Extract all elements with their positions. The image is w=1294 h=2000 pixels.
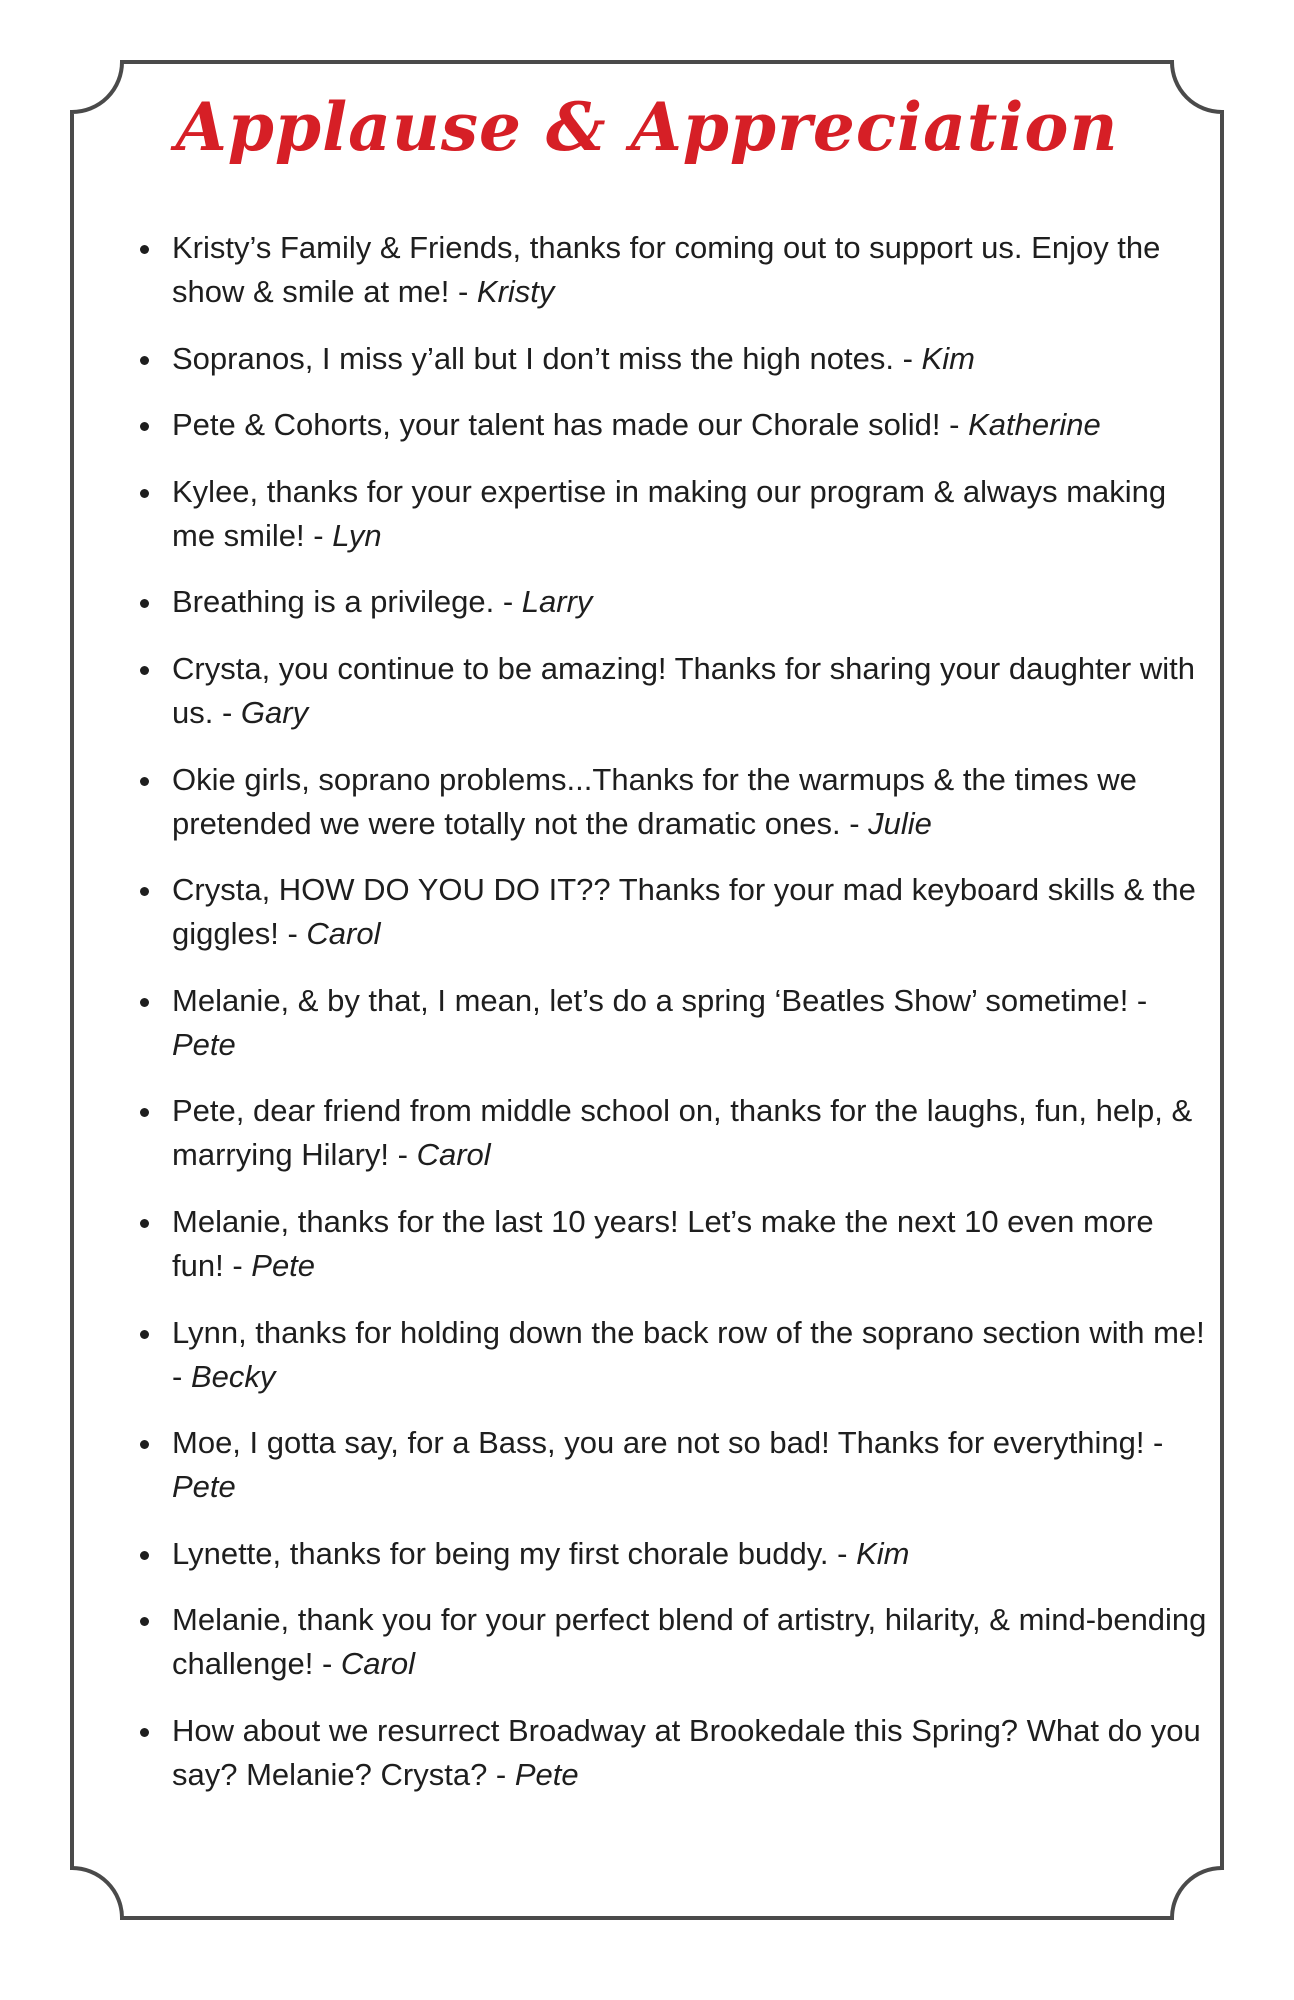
list-item [172,1709,1212,1797]
note-author: Carol [306,916,381,952]
note-author: Carol [416,1137,491,1173]
note-text: Crysta, HOW DO YOU DO IT?? Thanks for your mad keyboard skills & the giggles! - [172,872,1196,952]
note-author: Katherine [968,407,1101,443]
note-text: Kylee, thanks for your expertise in making our program & always making me smile! - [172,473,1167,553]
list-item [172,1089,1212,1177]
note-text: Melanie, & by that, I mean, let’s do a spring ‘Beatles Show’ sometime! - [172,982,1148,1018]
list-item [172,580,1212,624]
note-author: Pete [172,1026,236,1062]
note-text: Moe, I gotta say, for a Bass, you are not so bad! Thanks for everything! - [172,1425,1164,1461]
list-item [172,470,1212,558]
list-item [172,337,1212,381]
list-item [172,226,1212,314]
list-item [172,979,1212,1067]
note-author: Lyn [332,517,382,553]
list-item [172,758,1212,846]
list-item [172,1532,1212,1576]
note-author: Kim [921,340,975,376]
note-author: Gary [240,694,309,730]
note-author: Larry [521,584,593,620]
note-text: Lynette, thanks for being my first chorale buddy. - [172,1535,857,1571]
note-author: Becky [190,1358,276,1394]
note-author: Pete [514,1756,579,1792]
appreciation-list [140,226,1212,1820]
list-item [172,647,1212,735]
note-text: How about we resurrect Broadway at Brookedale this Spring? What do you say? Melanie? Crysta? - [172,1712,1201,1792]
note-text: Kristy’s Family & Friends, thanks for coming out to support us. Enjoy the show & smile at me! - [172,230,1161,309]
list-item [172,1421,1212,1509]
note-text: Lynn, thanks for holding down the back row of the soprano section with me! - [172,1314,1205,1394]
note-text: Breathing is a privilege. - [172,584,522,620]
note-author: Carol [340,1646,415,1682]
note-text: Crysta, you continue to be amazing! Thanks for sharing your daughter with us. - [172,650,1195,730]
note-text: Pete & Cohorts, your talent has made our Chorale solid! - [172,407,969,443]
note-text: Sopranos, I miss y’all but I don’t miss the high notes. - [172,340,922,376]
list-item [172,1598,1212,1686]
page-title: Applause & Appreciation [175,88,1119,166]
note-author: Kim [856,1535,910,1571]
note-author: Kristy [476,274,555,309]
note-text: Pete, dear friend from middle school on, thanks for the laughs, fun, help, & marrying Hilary! - [172,1093,1193,1173]
list-item [172,403,1212,447]
list-item [172,868,1212,956]
list-item [172,1200,1212,1288]
note-text: Melanie, thanks for the last 10 years! Let’s make the next 10 even more fun! - [172,1203,1154,1283]
note-text: Melanie, thank you for your perfect blend of artistry, hilarity, & mind-bending challenge! - [172,1602,1207,1682]
note-text: Okie girls, soprano problems...Thanks for the warmups & the times we pretended we were totally not the dramatic ones. - [172,761,1137,841]
list-item [172,1311,1212,1399]
note-author: Pete [172,1469,236,1505]
note-author: Pete [251,1247,316,1283]
note-author: Julie [868,805,932,841]
